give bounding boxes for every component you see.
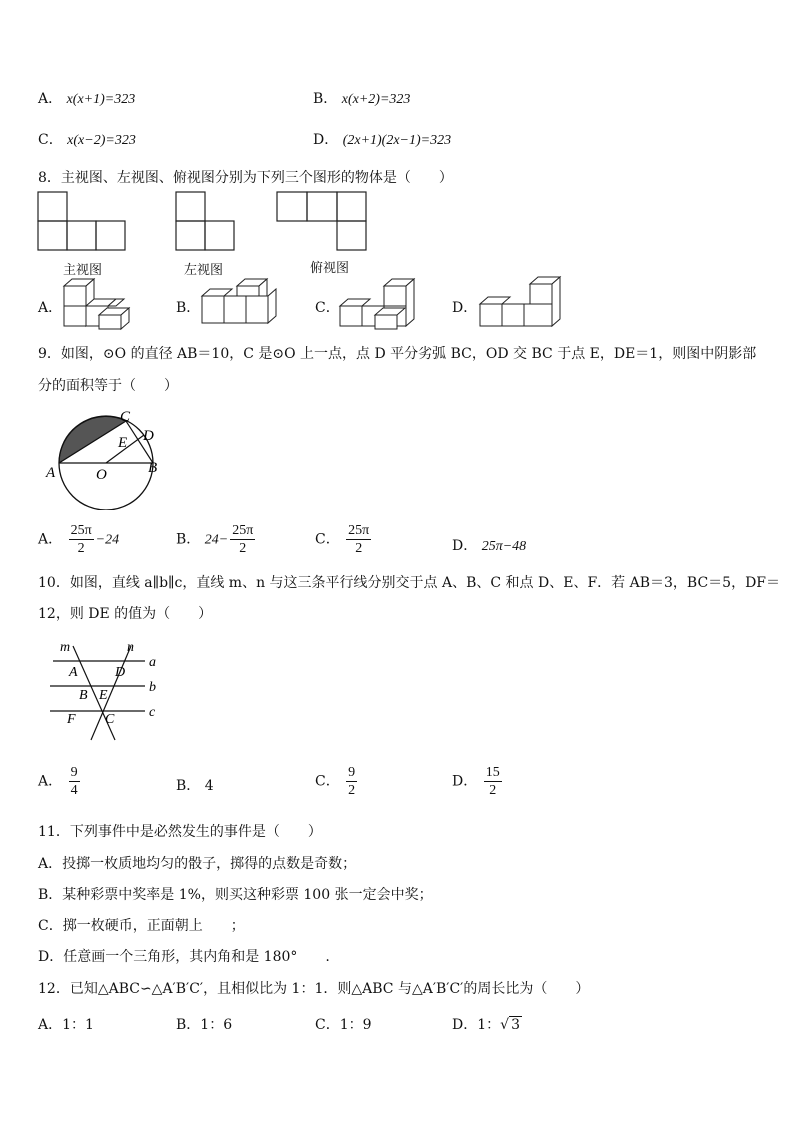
point-e-label: E (99, 688, 108, 703)
option-label: C． (315, 773, 340, 790)
q12-option-a: A．1：1 (38, 1017, 94, 1033)
q10-option-b (176, 775, 214, 795)
fraction: $\frac{25\pi}{2}$ (70, 523, 92, 556)
value: 4 (204, 778, 214, 794)
option-label: A． (38, 531, 63, 548)
line-n-label: n (127, 640, 134, 655)
q8-cube-solids (0, 270, 600, 335)
line-m-label: m (60, 640, 71, 655)
point-f-label: F (67, 712, 76, 727)
q11-option-d: D．任意画一个三角形，其内角和是 180° . (38, 949, 330, 965)
point-o-label: O (96, 467, 107, 483)
q7-option-b (313, 88, 410, 108)
q7-option-c (38, 129, 136, 149)
top-view-caption: 俯视图 (310, 261, 350, 276)
option-label: D． (452, 773, 478, 790)
point-a-label: A (46, 465, 56, 481)
q10-stem-line2: 12，则 DE 的值为（ ） (38, 606, 213, 622)
solid-c (340, 279, 414, 329)
option-label: D．1： (452, 1017, 501, 1033)
front-view-caption: 主视图 (63, 263, 103, 278)
q9-option-c (315, 522, 373, 557)
q12-option-b: B．1：6 (176, 1017, 233, 1033)
q9-stem-line1: 9．如图，⊙O 的直径 AB＝10，C 是⊙O 上一点，点 D 平分劣弧 BC，OD 交 BC 于点 E，DE＝1，则图中阴影部 (38, 346, 757, 362)
point-c-label: C (105, 712, 115, 727)
q12-option-d (452, 1014, 522, 1034)
q11-stem: 11．下列事件中是必然发生的事件是（ ） (38, 824, 322, 840)
point-c-label: C (120, 409, 131, 425)
q10-stem-line1: 10．如图，直线 a∥b∥c，直线 m、n 与这三条平行线分别交于点 A、B、C 和点 D、E、F．若 AB＝3，BC＝5，DF＝ (38, 575, 781, 591)
solid-a (64, 279, 129, 329)
fraction: $\frac{25\pi}{2}$ (232, 523, 254, 556)
q8-option-d-label: D． (452, 300, 478, 316)
point-b-label: B (148, 460, 158, 476)
option-label: D． (313, 132, 339, 148)
fraction: $\frac{25\pi}{2}$ (348, 523, 370, 556)
q11-option-c: C．掷一枚硬币，正面朝上 ； (38, 918, 245, 934)
option-label: B． (176, 778, 201, 794)
option-label: A． (38, 773, 63, 790)
option-label: B． (313, 91, 338, 107)
q11-option-a: A．投掷一枚质地均匀的骰子，掷得的点数是奇数； (38, 856, 357, 872)
q8-option-b-label: B． (176, 300, 201, 316)
option-label: C． (38, 132, 63, 148)
q8-option-a-label: A． (38, 300, 63, 316)
equation: x(x+1)=323 (66, 92, 136, 107)
option-label: B． (176, 531, 201, 548)
q11-option-b: B．某种彩票中奖率是 1%，则买这种彩票 100 张一定会中奖； (38, 887, 433, 903)
line-b-label: b (149, 680, 156, 695)
equation: (2x+1)(2x−1)=323 (342, 133, 452, 148)
expression: 25π−48 (481, 539, 527, 554)
q7-option-d (313, 129, 451, 149)
q7-option-a (38, 88, 135, 108)
head: 24− (204, 532, 229, 548)
solid-d (480, 277, 560, 326)
q8-option-c-label: C． (315, 300, 340, 316)
q10-parallel-lines-figure (45, 636, 175, 746)
solid-b (202, 279, 276, 323)
point-b-label: B (79, 688, 88, 703)
q8-stem: 8．主视图、左视图、俯视图分别为下列三个图形的物体是（ ） (38, 170, 453, 186)
equation: x(x+2)=323 (341, 92, 411, 107)
point-d-label: D (115, 665, 126, 680)
q9-circle-figure (40, 400, 170, 510)
sqrt-radicand: 3 (511, 1017, 520, 1033)
q9-option-b (176, 522, 257, 557)
option-label: C． (315, 531, 340, 548)
line-c-label: c (149, 705, 156, 720)
fraction: $\frac{9}{4}$ (70, 765, 78, 798)
fraction: $\frac{9}{2}$ (348, 765, 356, 798)
point-d-label: D (143, 428, 154, 444)
equation: x(x−2)=323 (67, 133, 136, 148)
q9-option-d (452, 535, 526, 555)
q9-stem-line2: 分的面积等于（ ） (38, 378, 178, 394)
option-label: D． (452, 538, 478, 554)
q12-option-c: C．1：9 (315, 1017, 372, 1033)
q10-option-d (452, 764, 504, 799)
q12-stem: 12．已知△ABC∽△A′B′C′，且相似比为 1：1．则△ABC 与△A′B′C′的周长比为（ ） (38, 981, 590, 997)
point-e-label: E (118, 435, 128, 451)
option-label: A． (38, 91, 63, 107)
line-a-label: a (149, 655, 156, 670)
q9-option-a (38, 522, 119, 557)
fraction: $\frac{15}{2}$ (485, 765, 500, 798)
q10-option-a (38, 764, 82, 799)
point-a-label: A (69, 665, 78, 680)
q10-option-c (315, 764, 359, 799)
left-view-caption: 左视图 (184, 263, 224, 278)
tail: −24 (95, 532, 120, 548)
sqrt-sign: √ (500, 1017, 510, 1033)
